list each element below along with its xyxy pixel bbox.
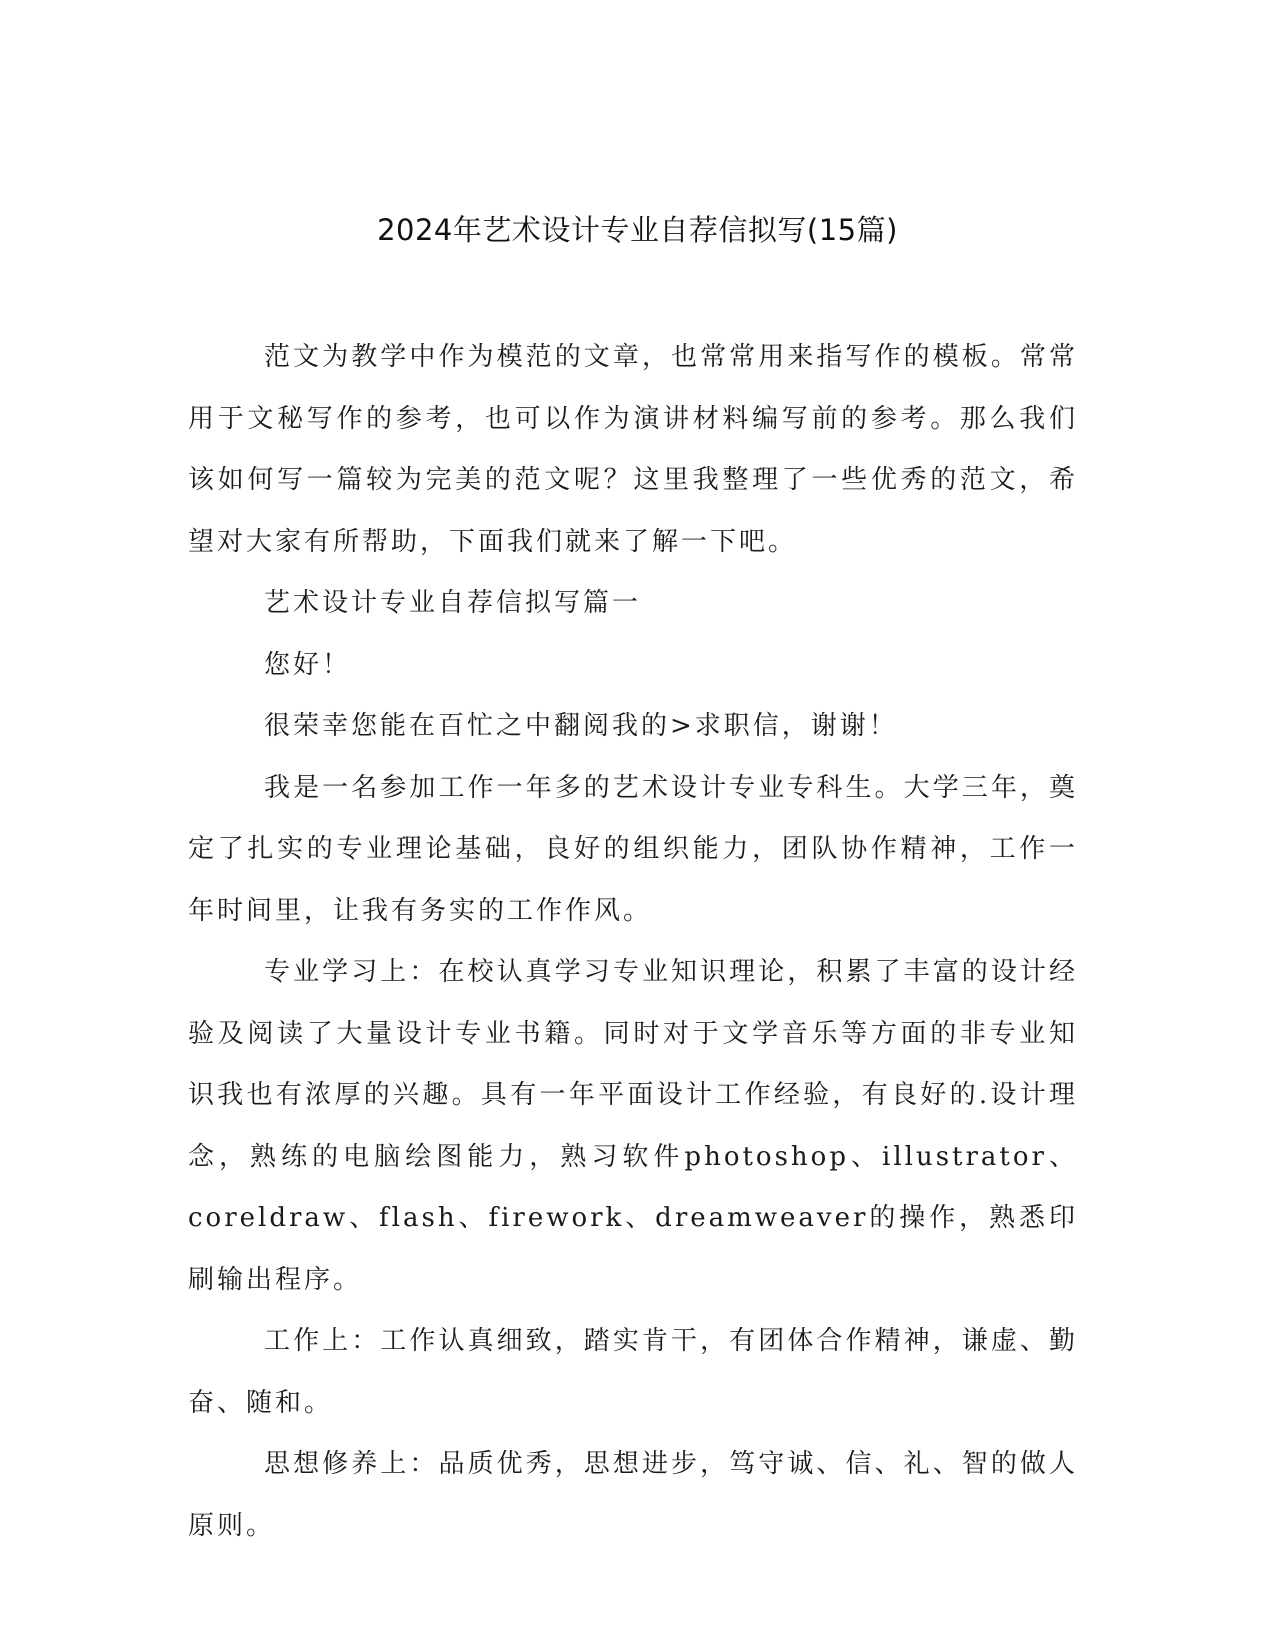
work-paragraph: 工作上：工作认真细致，踏实肯干，有团体合作精神，谦虚、勤奋、随和。 [188,1326,1078,1418]
intro-paragraph: 范文为教学中作为模范的文章，也常常用来指写作的模板。常常用于文秘写作的参考，也可以作为演讲材料编写前的参考。那么我们该如何写一篇较为完美的范文呢？这里我整理了一些优秀的范文，希望对大家有所帮助，下面我们就来了解一下吧。 [188,342,1078,557]
greeting-paragraph: 您好！ [264,649,352,680]
document-body [188,327,1078,1557]
document-title: 2024年艺术设计专业自荐信拟写(15篇) [377,213,898,247]
study-paragraph: 专业学习上：在校认真学习专业知识理论，积累了丰富的设计经验及阅读了大量设计专业书籍。同时对于文学音乐等方面的非专业知识我也有浓厚的兴趣。具有一年平面设计工作经验，有良好的.设计理念，熟练的电脑绘图能力，熟习软件photoshop、illustrator、coreldraw、flash、firework、dreamweaver的操作，熟悉印刷输出程序。 [188,957,1078,1295]
thanks-paragraph: 很荣幸您能在百忙之中翻阅我的>求职信，谢谢！ [264,711,898,741]
self-intro-paragraph: 我是一名参加工作一年多的艺术设计专业专科生。大学三年，奠定了扎实的专业理论基础，良好的组织能力，团队协作精神，工作一年时间里，让我有务实的工作作风。 [188,772,1078,926]
section-heading: 艺术设计专业自荐信拟写篇一 [264,588,642,618]
character-paragraph: 思想修养上：品质优秀，思想进步，笃守诚、信、礼、智的做人原则。 [188,1449,1078,1541]
